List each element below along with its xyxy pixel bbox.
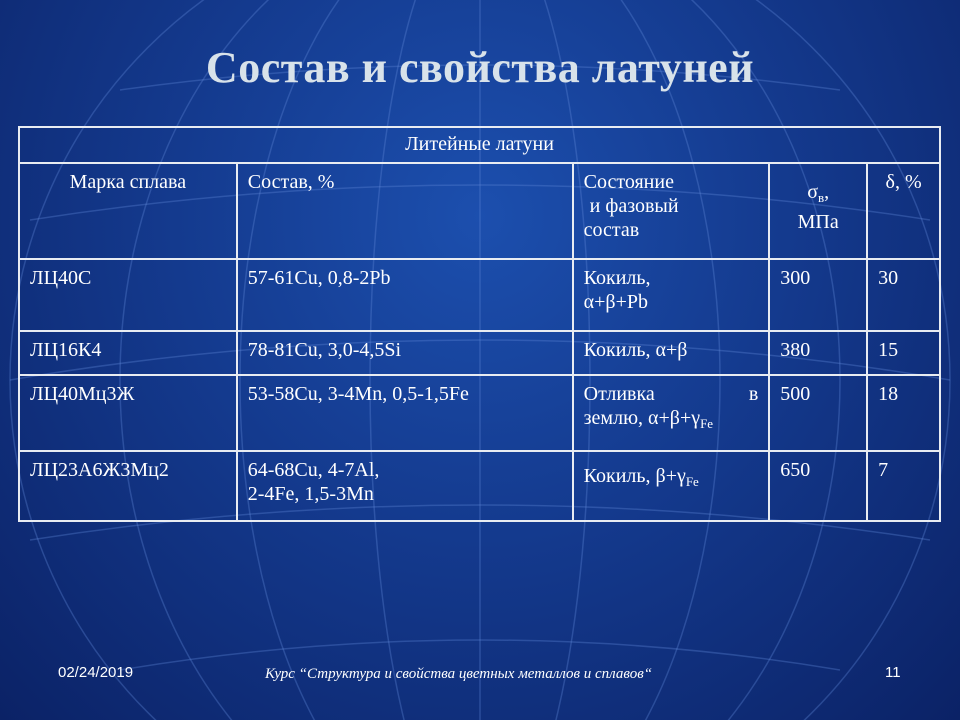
cell-strength: 300 bbox=[769, 259, 867, 331]
cell-state-subscript: Fe bbox=[700, 416, 714, 431]
table-row bbox=[19, 375, 940, 451]
cell-state bbox=[573, 375, 770, 451]
cell-state-line2 bbox=[584, 406, 759, 436]
cell-grade: ЛЦ16К4 bbox=[19, 331, 237, 375]
cell-state-word1: Отливка bbox=[583, 383, 655, 405]
footer-date: 02/24/2019 bbox=[58, 664, 134, 681]
header-composition: Состав, % bbox=[237, 163, 573, 259]
cell-elongation: 30 bbox=[867, 259, 940, 331]
table-caption-row bbox=[19, 127, 940, 163]
strength-unit: МПа bbox=[797, 211, 839, 233]
cell-strength: 650 bbox=[769, 451, 867, 521]
cell-state-line1: Кокиль, bbox=[583, 267, 651, 289]
cell-elongation: 15 bbox=[867, 331, 940, 375]
cell-state bbox=[573, 259, 770, 331]
brass-properties-table bbox=[18, 126, 941, 522]
cell-strength: 500 bbox=[769, 375, 867, 451]
cell-state bbox=[573, 451, 770, 521]
header-state-line2: и фазовый bbox=[589, 195, 679, 217]
cell-state-line1 bbox=[584, 382, 759, 406]
cell-elongation: 18 bbox=[867, 375, 940, 451]
cell-composition-line2: 2-4Fe, 1,5-3Mn bbox=[247, 483, 374, 505]
table-caption: Литейные латуни bbox=[19, 127, 940, 163]
cell-grade: ЛЦ40С bbox=[19, 259, 237, 331]
cell-strength: 380 bbox=[769, 331, 867, 375]
cell-elongation: 7 bbox=[867, 451, 940, 521]
header-state-line1: Состояние bbox=[583, 171, 674, 193]
cell-composition: 53-58Cu, 3-4Mn, 0,5-1,5Fe bbox=[237, 375, 573, 451]
cell-composition bbox=[237, 451, 573, 521]
slide-title: Состав и свойства латуней bbox=[205, 43, 755, 92]
strength-subscript: в bbox=[818, 190, 825, 205]
strength-comma: , bbox=[824, 181, 830, 203]
header-grade: Марка сплава bbox=[19, 163, 237, 259]
cell-composition: 78-81Cu, 3,0-4,5Si bbox=[237, 331, 573, 375]
header-state-line3: состав bbox=[583, 219, 640, 241]
strength-symbol: σ bbox=[807, 181, 819, 203]
cell-grade: ЛЦ23А6Ж3Мц2 bbox=[19, 451, 237, 521]
footer-page-number: 11 bbox=[885, 664, 901, 681]
table-header-row bbox=[19, 163, 940, 259]
cell-state-subscript: Fe bbox=[685, 474, 699, 489]
cell-state-phase: землю, α+β+γ bbox=[583, 407, 701, 429]
table-row bbox=[19, 259, 940, 331]
header-strength bbox=[769, 163, 867, 259]
header-state bbox=[573, 163, 770, 259]
cell-state-line2: α+β+Pb bbox=[583, 291, 648, 313]
table-row bbox=[19, 331, 940, 375]
cell-grade: ЛЦ40Мц3Ж bbox=[19, 375, 237, 451]
cell-state: Кокиль, α+β bbox=[573, 331, 770, 375]
table-row bbox=[19, 451, 940, 521]
cell-composition-line1: 64-68Cu, 4-7Al, bbox=[247, 459, 380, 481]
cell-state-phase: Кокиль, β+γ bbox=[583, 465, 686, 487]
cell-state-word2: в bbox=[748, 383, 759, 405]
footer-course: Курс “Структура и свойства цветных металлов и сплавов“ bbox=[265, 666, 653, 682]
cell-composition: 57-61Cu, 0,8-2Pb bbox=[237, 259, 573, 331]
header-elongation: δ, % bbox=[867, 163, 940, 259]
